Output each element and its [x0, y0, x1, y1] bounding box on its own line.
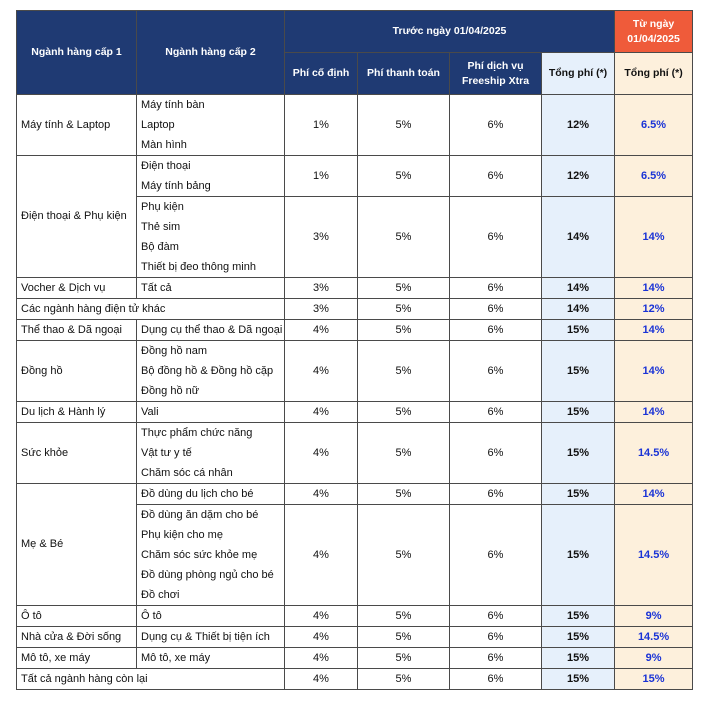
level2-cell [137, 341, 285, 402]
payment-fee-cell: 5% [358, 320, 450, 341]
new-total-fee-cell: 6.5% [615, 156, 693, 197]
level2-item: Thực phẩm chức năng [141, 427, 253, 439]
level2-cell [137, 156, 285, 197]
header-level2: Ngành hàng cấp 2 [137, 11, 285, 95]
service-fee-cell: 6% [450, 606, 542, 627]
payment-fee-cell: 5% [358, 669, 450, 690]
level2-item: Đồ dùng phòng ngủ cho bé [141, 569, 274, 581]
table-row [17, 278, 693, 299]
level1-cell: Tất cả ngành hàng còn lại [17, 669, 285, 690]
table-row [17, 320, 693, 341]
level1-cell: Sức khỏe [17, 423, 137, 484]
total-fee-cell: 15% [542, 606, 615, 627]
level2-cell: Mô tô, xe máy [137, 648, 285, 669]
total-fee-cell: 15% [542, 402, 615, 423]
payment-fee-cell: 5% [358, 606, 450, 627]
total-fee-cell: 14% [542, 197, 615, 278]
new-total-fee-cell: 14% [615, 320, 693, 341]
fee-table-container [16, 10, 693, 690]
fixed-fee-cell: 4% [285, 606, 358, 627]
level2-item: Phụ kiện [141, 201, 184, 213]
header-from-group [615, 11, 693, 53]
total-fee-cell: 14% [542, 299, 615, 320]
total-fee-cell: 15% [542, 341, 615, 402]
header-new-total-fee: Tổng phí (*) [615, 53, 693, 95]
level2-item: Chăm sóc cá nhân [141, 467, 233, 479]
table-row [17, 669, 693, 690]
fixed-fee-cell: 4% [285, 669, 358, 690]
level1-cell: Thể thao & Dã ngoại [17, 320, 137, 341]
level2-cell [137, 423, 285, 484]
level2-item: Máy tính bàn [141, 99, 205, 111]
total-fee-cell: 12% [542, 156, 615, 197]
new-total-fee-cell: 14% [615, 341, 693, 402]
service-fee-cell: 6% [450, 320, 542, 341]
new-total-fee-cell: 12% [615, 299, 693, 320]
fixed-fee-cell: 4% [285, 648, 358, 669]
level2-cell: Tất cả [137, 278, 285, 299]
service-fee-cell: 6% [450, 423, 542, 484]
service-fee-cell: 6% [450, 484, 542, 505]
table-row [17, 648, 693, 669]
table-row [17, 484, 693, 505]
service-fee-cell: 6% [450, 156, 542, 197]
total-fee-cell: 12% [542, 95, 615, 156]
level2-item: Đồng hồ nam [141, 345, 208, 357]
table-row [17, 156, 693, 197]
level1-cell: Vocher & Dịch vụ [17, 278, 137, 299]
fixed-fee-cell: 4% [285, 320, 358, 341]
new-total-fee-cell: 14.5% [615, 505, 693, 606]
level1-cell: Các ngành hàng điện tử khác [17, 299, 285, 320]
payment-fee-cell: 5% [358, 341, 450, 402]
level2-item: Điện thoại [141, 160, 191, 172]
fixed-fee-cell: 1% [285, 95, 358, 156]
header-payment-fee: Phí thanh toán [358, 53, 450, 95]
fixed-fee-cell: 4% [285, 402, 358, 423]
fixed-fee-cell: 4% [285, 627, 358, 648]
level2-cell: Ô tô [137, 606, 285, 627]
payment-fee-cell: 5% [358, 95, 450, 156]
fee-table [16, 10, 693, 690]
fixed-fee-cell: 4% [285, 423, 358, 484]
level2-item: Vật tư y tế [141, 447, 192, 459]
level2-cell [137, 197, 285, 278]
payment-fee-cell: 5% [358, 278, 450, 299]
level1-cell: Điện thoại & Phụ kiện [17, 156, 137, 278]
total-fee-cell: 14% [542, 278, 615, 299]
fixed-fee-cell: 1% [285, 156, 358, 197]
total-fee-cell: 15% [542, 423, 615, 484]
fixed-fee-cell: 4% [285, 505, 358, 606]
fixed-fee-cell: 3% [285, 278, 358, 299]
header-service-fee [450, 53, 542, 95]
service-fee-cell: 6% [450, 402, 542, 423]
level1-cell: Du lịch & Hành lý [17, 402, 137, 423]
new-total-fee-cell: 14.5% [615, 627, 693, 648]
level2-cell: Dụng cụ & Thiết bị tiện ích [137, 627, 285, 648]
new-total-fee-cell: 14% [615, 402, 693, 423]
level2-item: Thiết bị đeo thông minh [141, 261, 256, 273]
table-row [17, 606, 693, 627]
payment-fee-cell: 5% [358, 627, 450, 648]
service-fee-cell: 6% [450, 648, 542, 669]
total-fee-cell: 15% [542, 627, 615, 648]
header-row-top [17, 11, 693, 53]
level2-item: Phụ kiện cho mẹ [141, 529, 223, 541]
level2-item: Laptop [141, 119, 175, 131]
service-fee-cell: 6% [450, 627, 542, 648]
level2-cell [137, 505, 285, 606]
service-fee-cell: 6% [450, 299, 542, 320]
new-total-fee-cell: 14% [615, 278, 693, 299]
level2-item: Chăm sóc sức khỏe mẹ [141, 549, 258, 561]
payment-fee-cell: 5% [358, 197, 450, 278]
level2-cell: Vali [137, 402, 285, 423]
new-total-fee-cell: 14% [615, 197, 693, 278]
level2-item: Đồng hồ nữ [141, 385, 200, 397]
payment-fee-cell: 5% [358, 648, 450, 669]
level2-cell: Dụng cụ thể thao & Dã ngoại [137, 320, 285, 341]
header-before-group: Trước ngày 01/04/2025 [285, 11, 615, 53]
fixed-fee-cell: 3% [285, 299, 358, 320]
level2-cell [137, 95, 285, 156]
service-fee-cell: 6% [450, 669, 542, 690]
total-fee-cell: 15% [542, 484, 615, 505]
total-fee-cell: 15% [542, 669, 615, 690]
table-row [17, 341, 693, 402]
level1-cell: Mô tô, xe máy [17, 648, 137, 669]
level2-item: Bộ đàm [141, 241, 179, 253]
new-total-fee-cell: 9% [615, 606, 693, 627]
service-fee-cell: 6% [450, 341, 542, 402]
header-fixed-fee: Phí cố định [285, 53, 358, 95]
level1-cell: Đồng hồ [17, 341, 137, 402]
total-fee-cell: 15% [542, 648, 615, 669]
new-total-fee-cell: 15% [615, 669, 693, 690]
new-total-fee-cell: 6.5% [615, 95, 693, 156]
level1-cell: Máy tính & Laptop [17, 95, 137, 156]
total-fee-cell: 15% [542, 505, 615, 606]
service-fee-cell: 6% [450, 278, 542, 299]
header-total-fee: Tổng phí (*) [542, 53, 615, 95]
level2-item: Thẻ sim [141, 221, 181, 233]
fixed-fee-cell: 4% [285, 484, 358, 505]
new-total-fee-cell: 9% [615, 648, 693, 669]
level2-item: Đồ dùng ăn dặm cho bé [141, 509, 259, 521]
table-row [17, 402, 693, 423]
header-from-group-text: Từ ngày 01/04/2025 [627, 17, 680, 45]
level2-cell: Đồ dùng du lịch cho bé [137, 484, 285, 505]
fixed-fee-cell: 4% [285, 341, 358, 402]
level2-item: Máy tính bảng [141, 180, 211, 192]
service-fee-cell: 6% [450, 197, 542, 278]
fixed-fee-cell: 3% [285, 197, 358, 278]
payment-fee-cell: 5% [358, 299, 450, 320]
table-row [17, 299, 693, 320]
payment-fee-cell: 5% [358, 423, 450, 484]
new-total-fee-cell: 14.5% [615, 423, 693, 484]
table-row [17, 95, 693, 156]
level2-item: Màn hình [141, 139, 187, 151]
table-row [17, 423, 693, 484]
header-service-fee-text: Phí dịch vụ Freeship Xtra [461, 59, 530, 87]
payment-fee-cell: 5% [358, 156, 450, 197]
table-row [17, 627, 693, 648]
payment-fee-cell: 5% [358, 484, 450, 505]
payment-fee-cell: 5% [358, 505, 450, 606]
level1-cell: Ô tô [17, 606, 137, 627]
header-level1: Ngành hàng cấp 1 [17, 11, 137, 95]
level1-cell: Mẹ & Bé [17, 484, 137, 606]
total-fee-cell: 15% [542, 320, 615, 341]
level2-item: Bộ đồng hồ & Đồng hồ cặp [141, 365, 274, 377]
service-fee-cell: 6% [450, 95, 542, 156]
payment-fee-cell: 5% [358, 402, 450, 423]
service-fee-cell: 6% [450, 505, 542, 606]
level2-item: Đồ chơi [141, 589, 180, 601]
level1-cell: Nhà cửa & Đời sống [17, 627, 137, 648]
new-total-fee-cell: 14% [615, 484, 693, 505]
